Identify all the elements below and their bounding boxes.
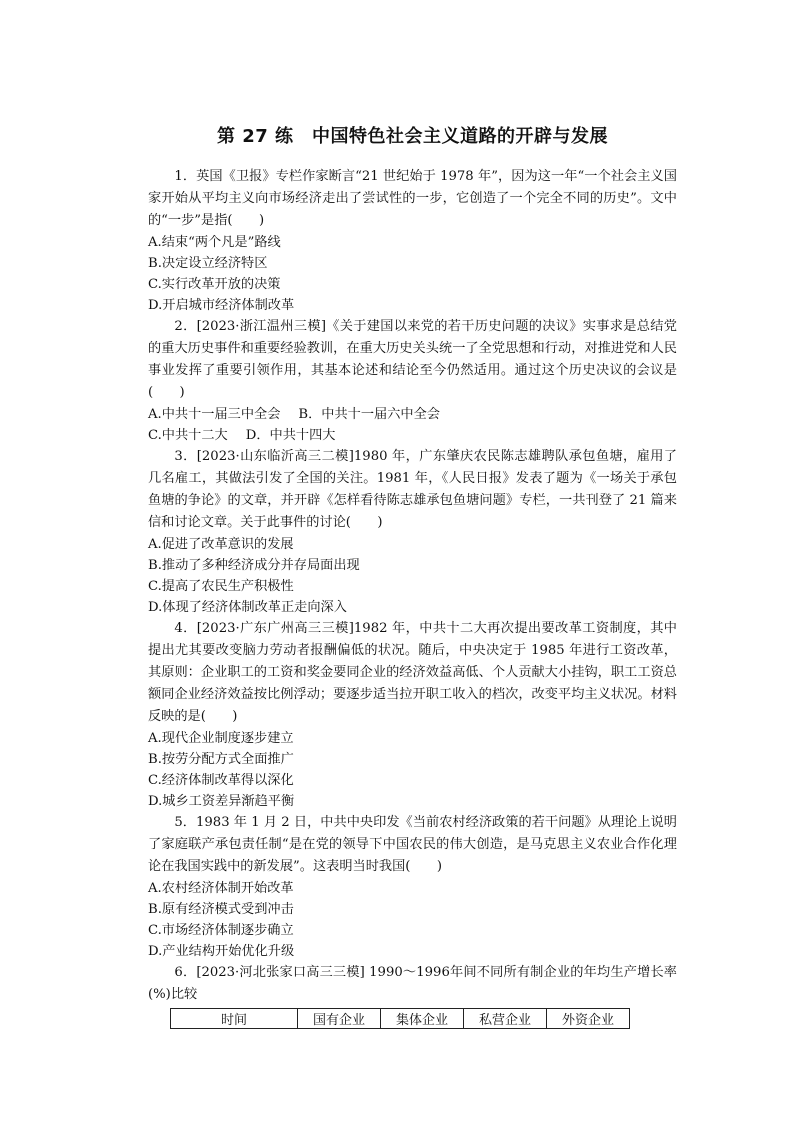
header-cell-time: 时间	[171, 1009, 298, 1029]
q2-option-b: B．中共十一届六中全会	[298, 407, 440, 422]
question-4-stem: 4．[2023·广东广州高三三模]1982 年，中共十二大再次提出要改革工资制度，其中提出尤其要改变脑力劳动者报酬偏低的状况。随后，中央决定于 1985 年进行工资改革，其原则：企业职工的工资和奖金要同企业的经济效益高低、个人贡献大小挂钩，职工工资总额同企业经济效益按比例浮动；要逐步适当拉开职工收入的档次，改变平均主义状况。材料反映的是( )	[148, 621, 677, 724]
question-2-stem: 2．[2023·浙江温州三模]《关于建国以来党的若干历史问题的决议》实事求是总结党的重大历史事件和重要经验教训，在重大历史关头统一了全党思想和行动，对推进党和人民事业发挥了重要引领作用，其基本论述和结论至今仍然适用。通过这个历史决议的会议是( )	[148, 319, 677, 400]
q5-option-b: B.原有经济模式受到冲击	[148, 902, 294, 917]
q5-option-a: A.农村经济体制开始改革	[148, 881, 294, 896]
q4-option-d: D.城乡工资差异渐趋平衡	[148, 794, 295, 809]
worksheet-page	[148, 122, 677, 1029]
header-cell-collective: 集体企业	[381, 1009, 464, 1029]
q1-option-a: A.结束“两个凡是”路线	[148, 235, 281, 250]
question-3-stem: 3．[2023·山东临沂高三二模]1980 年，广东肇庆农民陈志雄聘队承包鱼塘，雇用了几名雇工，其做法引发了全国的关注。1981 年，《人民日报》发表了题为《一场关于承包鱼塘的争论》的文章，并开辟《怎样看待陈志雄承包鱼塘问题》专栏，一共刊登了 21 篇来信和讨论文章。关于此事件的讨论( )	[148, 449, 677, 530]
header-cell-foreign: 外资企业	[547, 1009, 630, 1029]
q2-options-row-2	[148, 425, 677, 446]
growth-rate-table	[170, 1008, 630, 1029]
table-header-row	[171, 1009, 630, 1029]
page-title: 第 27 练 中国特色社会主义道路的开辟与发展	[216, 126, 609, 147]
q1-option-b: B.决定设立经济特区	[148, 256, 268, 271]
header-cell-private: 私营企业	[464, 1009, 547, 1029]
question-1-stem: 1．英国《卫报》专栏作家断言“21 世纪始于 1978 年”，因为这一年“一个社会主义国家开始从平均主义向市场经济走出了尝试性的一步，它创造了一个完全不同的历史”。文中的“一步”是指( )	[148, 169, 677, 228]
q2-option-d: D．中共十四大	[245, 428, 336, 443]
q2-options-row-1	[148, 404, 677, 425]
q5-option-c: C.市场经济体制逐步确立	[148, 923, 294, 938]
q3-option-a: A.促进了改革意识的发展	[148, 537, 294, 552]
question-6-stem: 6．[2023·河北张家口高三三模] 1990～1996年间不同所有制企业的年均生产增长率(%)比较	[148, 965, 677, 1002]
q2-option-a: A.中共十一届三中全会	[148, 407, 281, 422]
q4-option-a: A.现代企业制度逐步建立	[148, 731, 294, 746]
question-5-stem: 5．1983 年 1 月 2 日，中共中央印发《当前农村经济政策的若干问题》从理论上说明了家庭联产承包责任制“是在党的领导下中国农民的伟大创造，是马克思主义农业合作化理论在我国实践中的新发展”。这表明当时我国( )	[148, 815, 677, 874]
q5-option-d: D.产业结构开始优化升级	[148, 944, 295, 959]
header-cell-state-owned: 国有企业	[298, 1009, 381, 1029]
q3-option-b: B.推动了多种经济成分并存局面出现	[148, 558, 360, 573]
q3-option-d: D.体现了经济体制改革正走向深入	[148, 600, 347, 615]
q3-option-c: C.提高了农民生产积极性	[148, 579, 294, 594]
q1-option-c: C.实行改革开放的决策	[148, 277, 281, 292]
q1-option-d: D.开启城市经济体制改革	[148, 298, 295, 313]
q2-option-c: C.中共十二大	[148, 428, 228, 443]
q4-option-b: B.按劳分配方式全面推广	[148, 752, 294, 767]
q4-option-c: C.经济体制改革得以深化	[148, 773, 294, 788]
